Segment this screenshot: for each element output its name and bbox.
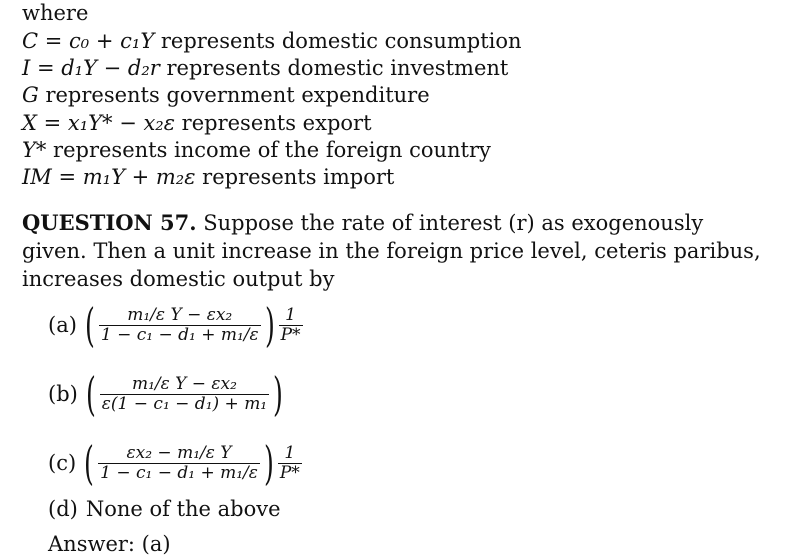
fraction	[98, 444, 260, 483]
math-expression: Y*	[22, 138, 47, 162]
numerator: εx₂ − m₁/ε Y	[126, 442, 232, 463]
answer-line: Answer: (a)	[48, 532, 171, 556]
option-label: (c)	[48, 451, 77, 475]
right-paren: )	[263, 436, 274, 490]
question-label: QUESTION 57.	[22, 210, 197, 235]
denominator: 1 − c₁ − d₁ + m₁/ε	[100, 462, 258, 483]
math-expression: IM = m₁Y + m₂ε	[22, 165, 196, 189]
definition-text: represents government expenditure	[38, 83, 430, 107]
definition-text: represents income of the foreign country	[46, 138, 491, 162]
option-b[interactable]	[48, 367, 287, 421]
denominator: 1 − c₁ − d₁ + m₁/ε	[100, 324, 259, 345]
option-label: (a)	[48, 313, 77, 337]
numerator: m₁/ε Y − εx₂	[131, 373, 237, 394]
question-block	[22, 209, 762, 293]
left-paren: (	[84, 298, 95, 352]
definition-text: represents export	[175, 111, 372, 135]
right-paren: )	[273, 367, 284, 421]
option-c[interactable]	[48, 436, 302, 490]
question-text: Suppose the rate of interest (r) as exogenously given. Then a unit increase in the foreign price level, ceteris paribus, increases domestic output by	[22, 211, 761, 291]
option-text: None of the above	[85, 497, 281, 521]
definition-text: represents domestic investment	[159, 56, 509, 80]
factor-denominator: P*	[280, 324, 301, 345]
definition-foreign-income	[22, 137, 491, 163]
definition-text: represents import	[195, 165, 395, 189]
factor-numerator: 1	[284, 442, 296, 463]
option-label: (b)	[48, 382, 78, 406]
factor-numerator: 1	[285, 304, 296, 325]
math-expression: I = d₁Y − d₂r	[22, 56, 160, 80]
definition-text: represents domestic consumption	[154, 29, 522, 53]
denominator: ε(1 − c₁ − d₁) + m₁	[101, 393, 268, 414]
left-paren: (	[85, 367, 96, 421]
definition-import	[22, 164, 394, 190]
definition-consumption	[22, 28, 522, 54]
definition-government	[22, 82, 430, 108]
fraction	[100, 375, 269, 414]
numerator: m₁/ε Y − εx₂	[127, 304, 233, 325]
option-label: (d)	[48, 497, 78, 521]
option-a[interactable]	[48, 298, 303, 352]
left-paren: (	[84, 436, 95, 490]
math-expression: C = c₀ + c₁Y	[22, 29, 155, 53]
fraction	[99, 306, 261, 345]
where-label: where	[22, 1, 89, 25]
factor-fraction	[279, 306, 303, 345]
definition-investment	[22, 55, 508, 81]
math-expression: G	[22, 83, 39, 107]
option-d[interactable]	[48, 497, 281, 521]
math-expression: X = x₁Y* − x₂ε	[22, 111, 175, 135]
factor-denominator: P*	[279, 462, 300, 483]
right-paren: )	[264, 298, 275, 352]
factor-fraction	[278, 444, 302, 483]
definition-export	[22, 110, 372, 136]
